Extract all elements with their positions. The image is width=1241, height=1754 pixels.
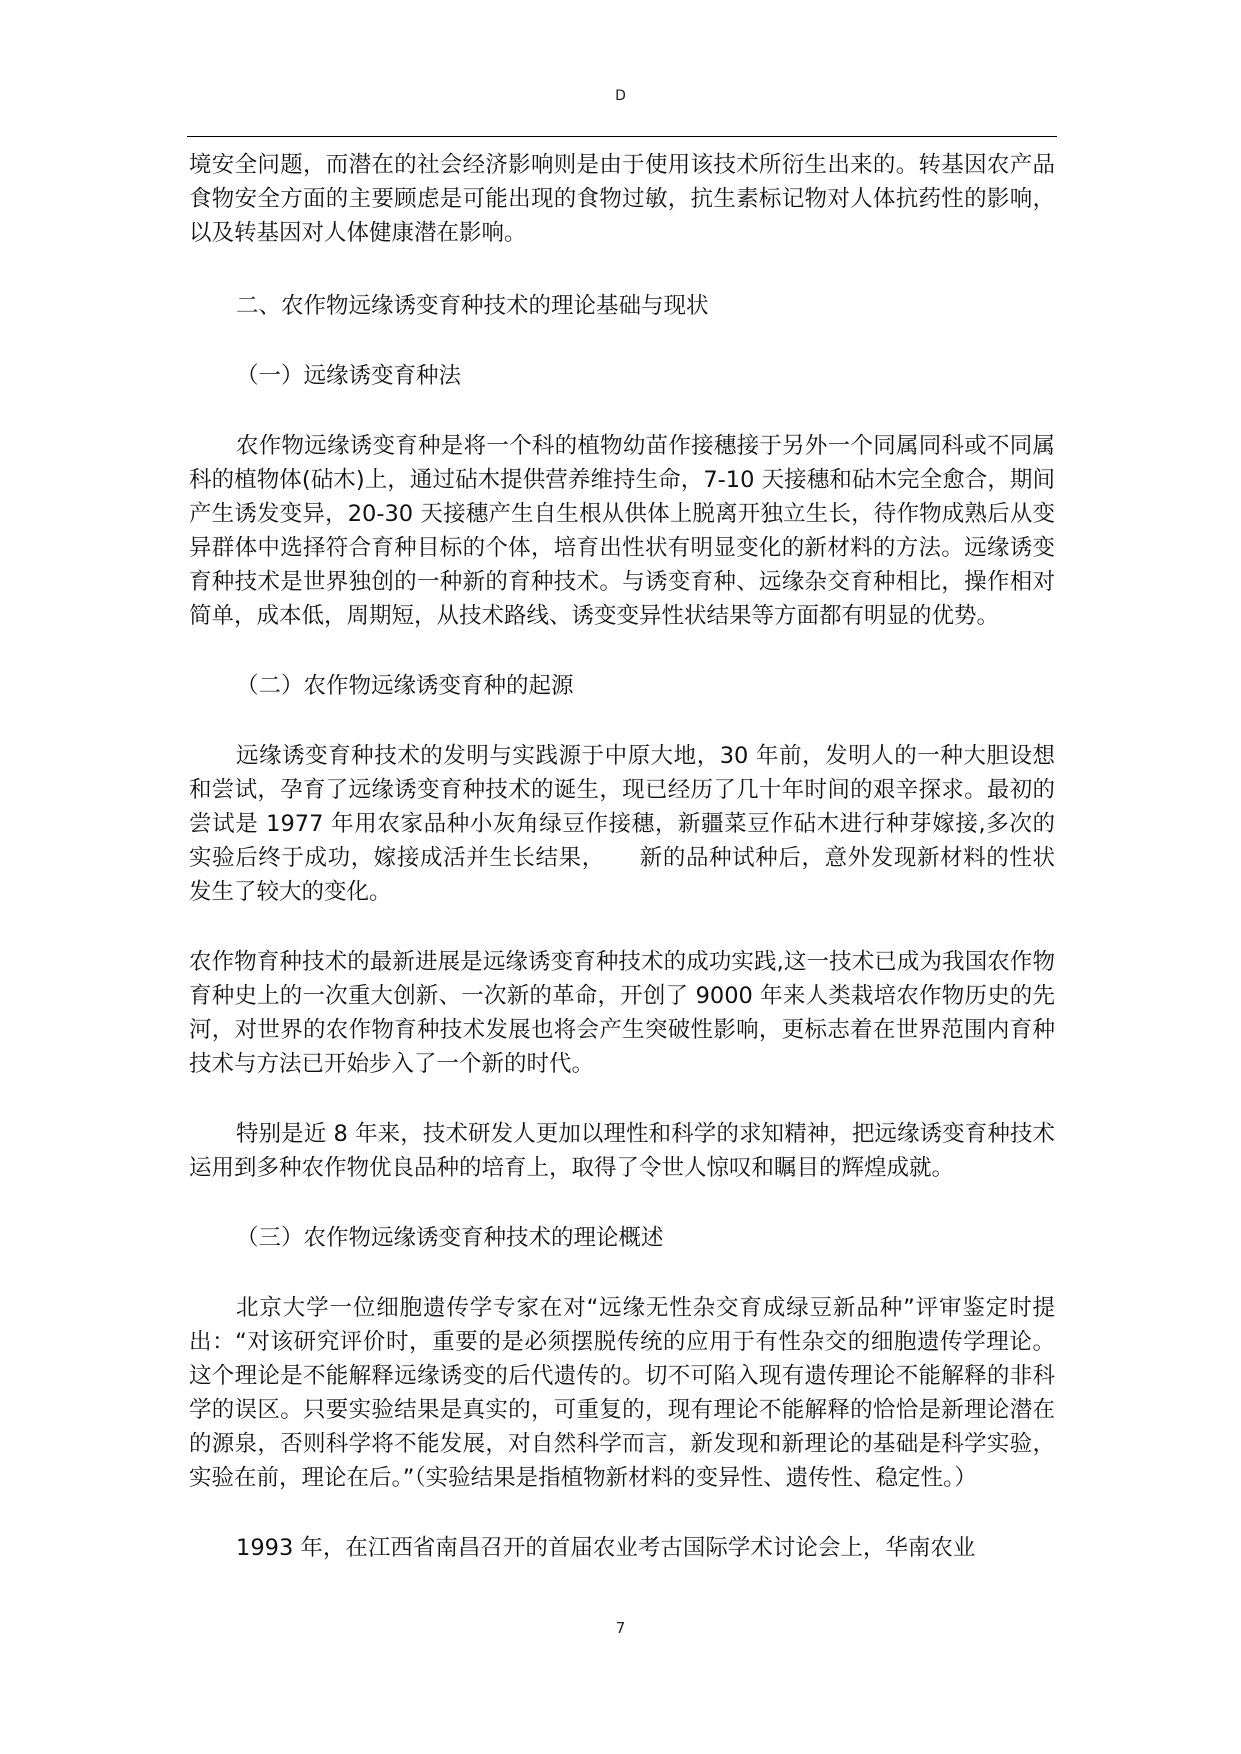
page-number: 7 [615, 1619, 626, 1637]
paragraph-expert-quote: 北京大学一位细胞遗传学专家在对“远缘无性杂交育成绿豆新品种”评审鉴定时提出：“对该研究评价时，重要的是必须摆脱传统的应用于有性杂交的细胞遗传学理论。这个理论是不能解释远缘诱变的后代遗传的。切不可陷入现有遗传理论不能解释的非科学的误区。只要实验结果是真实的，可重复的，现有理论不能解释的恰恰是新理论潜在的源泉，否则科学将不能发展，对自然科学而言，新发现和新理论的基础是科学实验，实验在前，理论在后。”（实验结果是指植物新材料的变异性、遗传性、稳定性。） [189, 1295, 1055, 1491]
paragraph-origin: 远缘诱变育种技术的发明与实践源于中原大地，30 年前，发明人的一种大胆设想和尝试，孕育了远缘诱变育种技术的诞生，现已经历了几十年时间的艰辛探求。最初的尝试是 1977 年用农家品种小灰角绿豆作接穗，新疆菜豆作砧木进行种芽嫁接,多次的实验后终于成功，嫁接成活并生长结果， 新的品种试种后，意外发现新材料的性状发生了较大的变化。 [189, 743, 1055, 905]
paragraph-continued: 境安全问题，而潜在的社会经济影响则是由于使用该技术所衍生出来的。转基因农产品食物安全方面的主要顾虑是可能出现的食物过敏，抗生素标记物对人体抗药性的影响，以及转基因对人体健康潜在影响。 [189, 152, 1055, 246]
paragraph-recent-years: 特别是近 8 年来，技术研发人更加以理性和科学的求知精神，把远缘诱变育种技术运用到多种农作物优良品种的培育上，取得了令世人惊叹和瞩目的辉煌成就。 [189, 1121, 1055, 1181]
paragraph-breeding-method: 农作物远缘诱变育种是将一个科的植物幼苗作接穗接于另外一个同属同科或不同属科的植物体(砧木)上，通过砧木提供营养维持生命，7-10 天接穗和砧木完全愈合，期间产生诱发变异，20-30 天接穗产生自生根从供体上脱离开独立生长，待作物成熟后从变异群体中选择符合育种目标的个体，培育出性状有明显变化的新材料的方法。远缘诱变育种技术是世界独创的一种新的育种技术。与诱变育种、远缘杂交育种相比，操作相对简单，成本低，周期短，从技术路线、诱变变异性状结果等方面都有明显的优势。 [189, 433, 1055, 629]
running-head: D [615, 88, 626, 104]
subsection-heading-2: （二）农作物远缘诱变育种的起源 [236, 673, 574, 699]
section-heading-2: 二、农作物远缘诱变育种技术的理论基础与现状 [236, 293, 709, 319]
header-rule [187, 136, 1057, 137]
subsection-heading-1: （一）远缘诱变育种法 [236, 363, 462, 389]
paragraph-latest-progress: 农作物育种技术的最新进展是远缘诱变育种技术的成功实践,这一技术已成为我国农作物育种史上的一次重大创新、一次新的革命，开创了 9000 年来人类栽培农作物历史的先河，对世界的农作物育种技术发展也将会产生突破性影响，更标志着在世界范围内育种技术与方法已开始步入了一个新的时代。 [189, 949, 1055, 1077]
paragraph-1993: 1993 年，在江西省南昌召开的首届农业考古国际学术讨论会上，华南农业 [236, 1535, 976, 1561]
document-body [189, 148, 1055, 1565]
subsection-heading-3: （三）农作物远缘诱变育种技术的理论概述 [236, 1225, 664, 1251]
